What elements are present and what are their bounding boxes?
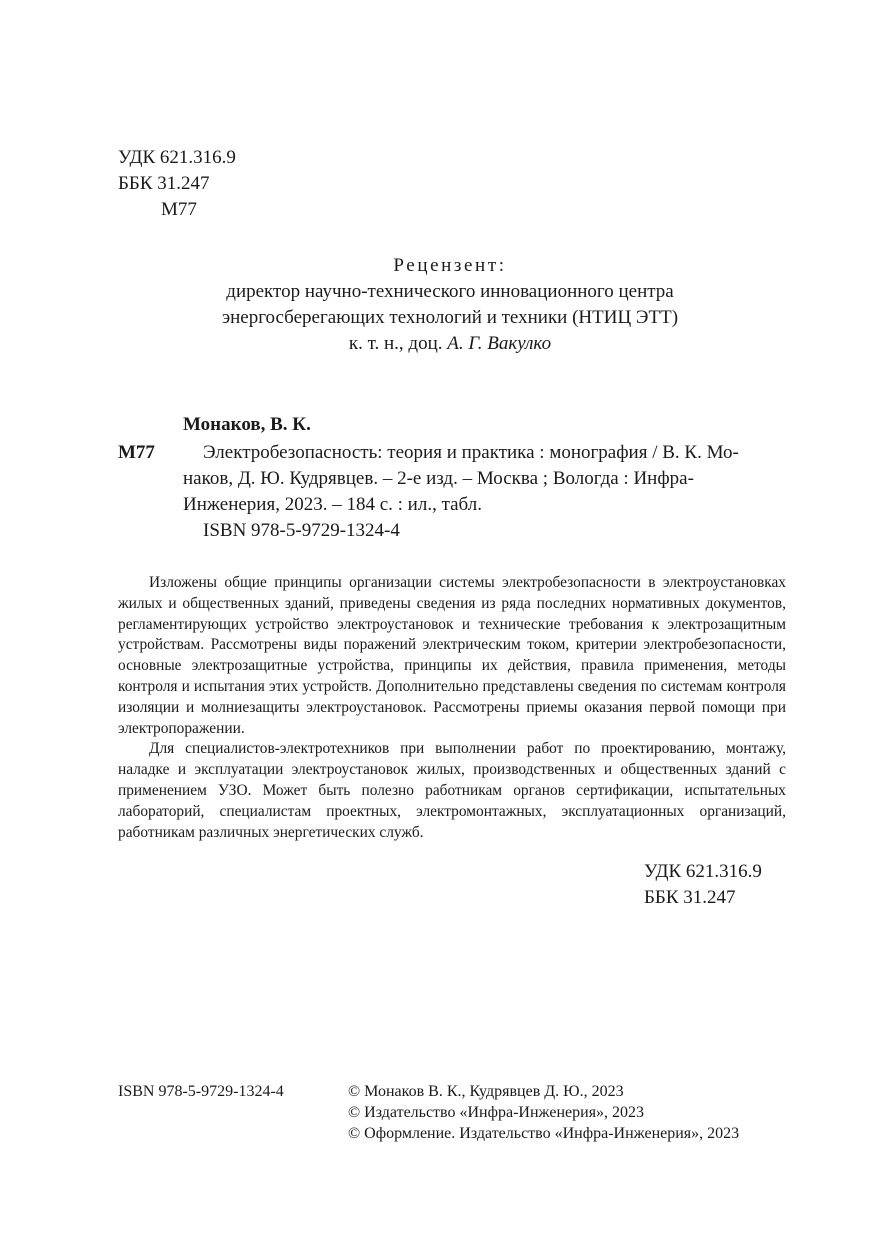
annotation bbox=[118, 573, 786, 843]
reviewer-degree: к. т. н., доц. bbox=[348, 333, 443, 354]
bbk-code-bottom: ББК 31.247 bbox=[644, 887, 736, 908]
bib-author: Монаков, В. К. bbox=[183, 414, 311, 435]
bib-description bbox=[183, 440, 786, 544]
copyright-publisher: © Издательство «Инфра-Инженерия», 2023 bbox=[348, 1104, 645, 1121]
bib-line-2: наков, Д. Ю. Кудрявцев. – 2-е изд. – Москва ; Вологда : Инфра- bbox=[183, 468, 694, 489]
copyright-design: © Оформление. Издательство «Инфра-Инженерия», 2023 bbox=[348, 1125, 740, 1142]
bbk-code: ББК 31.247 bbox=[118, 173, 210, 194]
udk-code: УДК 621.316.9 bbox=[118, 147, 236, 168]
udk-code-bottom: УДК 621.316.9 bbox=[644, 861, 762, 882]
reviewer-position-line1: директор научно-технического инновационного центра bbox=[226, 281, 674, 302]
copyright-block bbox=[348, 1081, 739, 1144]
annotation-paragraph-2: Для специалистов-электротехников при выполнении работ по проектированию, монтажу, наладке и эксплуатации электроустановок жилых, производственных и общественных зданий с применением УЗО. Может быть полезно работникам органов сертификации, испытательных лабораторий, специалистам проектных, электромонтажных, эксплуатационных организаций, работникам различных энергетических служб. bbox=[118, 740, 786, 841]
bib-isbn: ISBN 978-5-9729-1324-4 bbox=[203, 520, 400, 541]
reviewer-heading: Рецензент: bbox=[393, 255, 507, 276]
copyright-authors: © Монаков В. К., Кудрявцев Д. Ю., 2023 bbox=[348, 1083, 624, 1100]
bib-line-3: Инженерия, 2023. – 184 с. : ил., табл. bbox=[183, 494, 482, 515]
reviewer-block bbox=[150, 253, 750, 357]
bib-author-mark: М77 bbox=[118, 442, 155, 463]
footer-isbn: ISBN 978-5-9729-1324-4 bbox=[118, 1083, 284, 1100]
author-mark: М77 bbox=[161, 199, 197, 220]
reviewer-position-line2: энергосберегающих технологий и техники (НТИЦ ЭТТ) bbox=[221, 307, 679, 328]
reviewer-credentials bbox=[150, 331, 750, 357]
annotation-paragraph-1: Изложены общие принципы организации системы электробезопасности в электроустановках жилых и общественных зданий, приведены сведения из ряда последних нормативных документов, регламентирующих устройство электроустановок и технические требования к электрозащитным устройствам. Рассмотрены виды поражений электрическим током, критерии электробезопасности, основные электрозащитные устройства, принципы их действия, правила применения, методы контроля и испытания этих устройств. Дополнительно представлены сведения по системам контроля изоляции и молниезащиты электроустановок. Рассмотрены приемы оказания первой помощи при электропоражении. bbox=[118, 574, 786, 737]
classification-codes bbox=[118, 145, 236, 223]
reviewer-name: А. Г. Вакулко bbox=[447, 333, 552, 354]
classification-codes-bottom bbox=[644, 859, 762, 911]
bib-line-1: Электробезопасность: теория и практика : монография / В. К. Мо- bbox=[203, 442, 739, 463]
